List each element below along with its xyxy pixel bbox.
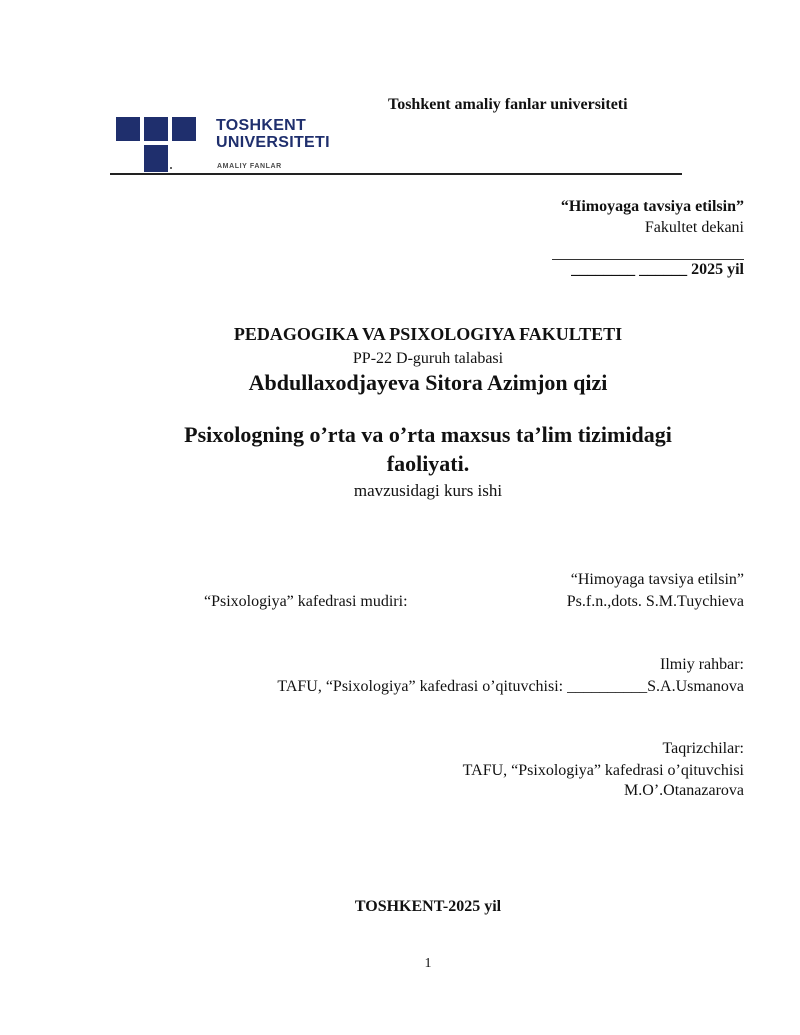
student-name: Abdullaxodjayeva Sitora Azimjon qizi: [248, 370, 608, 395]
reviewers-line: TAFU, “Psixologiya” kafedrasi o’qituvchisi: [462, 762, 744, 779]
department-head-name: Ps.f.n.,dots. S.M.Tuychieva: [566, 593, 744, 610]
logo-square-1: [116, 117, 140, 141]
page-number: 1: [424, 956, 432, 971]
reviewer-name: M.O’.Otanazarova: [624, 782, 744, 799]
reviewers-heading: Taqrizchilar:: [662, 740, 744, 757]
logo-text-line1: TOSHKENT: [216, 117, 307, 134]
approval-quote: “Himoyaga tavsiya etilsin”: [560, 198, 744, 215]
logo-text-line2: UNIVERSITETI: [216, 134, 330, 151]
topic-subtitle: mavzusidagi kurs ishi: [353, 481, 503, 500]
approval-signature-line: [552, 259, 744, 260]
logo-square-4: [144, 145, 168, 172]
department-head-quote: “Himoyaga tavsiya etilsin”: [570, 571, 744, 588]
logo-square-3: [172, 117, 196, 141]
supervisor-line: TAFU, “Psixologiya” kafedrasi o’qituvchisi: __________S.A.Usmanova: [277, 678, 744, 695]
topic-title-line1: Psixologning o’rta va o’rta maxsus ta’lim tizimidagi: [184, 422, 672, 447]
logo-text-line3: AMALIY FANLAR: [217, 163, 282, 170]
student-group: PP-22 D-guruh talabasi: [352, 350, 504, 367]
department-head-label: “Psixologiya” kafedrasi mudiri:: [204, 593, 408, 610]
header-divider: [110, 173, 682, 175]
approval-date-line: ________ ______ 2025 yil: [571, 261, 744, 278]
topic-title-line2: faoliyati.: [386, 451, 470, 476]
approval-role: Fakultet dekani: [644, 219, 744, 236]
university-name: Toshkent amaliy fanlar universiteti: [388, 96, 628, 113]
city-year: TOSHKENT-2025 yil: [354, 898, 502, 915]
university-logo: [116, 117, 356, 175]
logo-square-2: [144, 117, 168, 141]
supervisor-heading: Ilmiy rahbar:: [660, 656, 744, 673]
faculty-name: PEDAGOGIKA VA PSIXOLOGIYA FAKULTETI: [233, 324, 623, 344]
logo-dot: [170, 167, 172, 169]
